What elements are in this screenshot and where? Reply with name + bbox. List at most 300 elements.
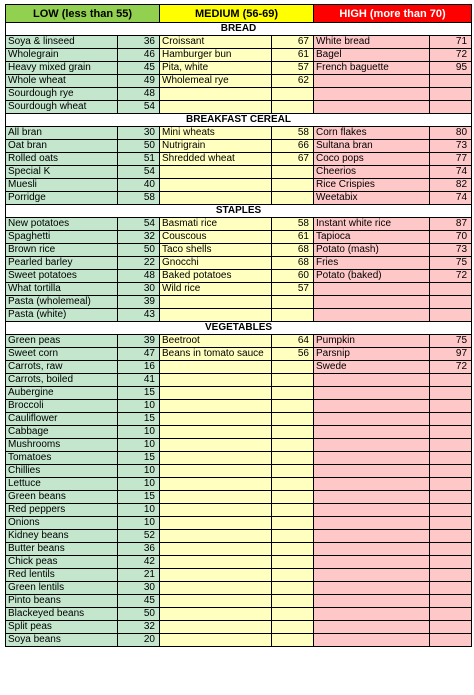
high-gi-value: 80: [430, 127, 472, 140]
high-food-name: [314, 556, 430, 569]
medium-gi-value: 64: [272, 335, 314, 348]
medium-food-name: [160, 530, 272, 543]
medium-gi-value: 67: [272, 36, 314, 49]
table-row: [6, 530, 472, 543]
low-gi-value: 15: [118, 413, 160, 426]
high-food-name: Corn flakes: [314, 127, 430, 140]
high-gi-value: 77: [430, 153, 472, 166]
table-row: [6, 361, 472, 374]
medium-gi-value: 57: [272, 283, 314, 296]
table-row: [6, 75, 472, 88]
medium-food-name: [160, 465, 272, 478]
high-food-name: [314, 491, 430, 504]
table-row: [6, 634, 472, 647]
table-row: [6, 374, 472, 387]
table-row: [6, 439, 472, 452]
section-header-row: [6, 322, 472, 335]
medium-food-name: [160, 595, 272, 608]
high-food-name: [314, 309, 430, 322]
medium-gi-value: 67: [272, 153, 314, 166]
table-row: [6, 283, 472, 296]
high-gi-value: [430, 621, 472, 634]
table-row: [6, 179, 472, 192]
low-food-name: Tomatoes: [6, 452, 118, 465]
table-row: [6, 231, 472, 244]
high-gi-value: [430, 283, 472, 296]
table-row: [6, 192, 472, 205]
section-title: STAPLES: [6, 205, 472, 218]
low-food-name: Green beans: [6, 491, 118, 504]
table-row: [6, 400, 472, 413]
table-row: [6, 452, 472, 465]
low-food-name: Lettuce: [6, 478, 118, 491]
medium-gi-value: [272, 101, 314, 114]
medium-gi-value: [272, 400, 314, 413]
medium-gi-value: 60: [272, 270, 314, 283]
medium-food-name: [160, 439, 272, 452]
section-header-row: [6, 205, 472, 218]
high-gi-value: [430, 88, 472, 101]
medium-food-name: [160, 582, 272, 595]
medium-gi-value: 56: [272, 348, 314, 361]
medium-gi-value: 57: [272, 62, 314, 75]
table-row: [6, 465, 472, 478]
low-food-name: New potatoes: [6, 218, 118, 231]
medium-gi-value: [272, 582, 314, 595]
high-gi-value: [430, 582, 472, 595]
high-food-name: [314, 517, 430, 530]
medium-food-name: [160, 374, 272, 387]
low-gi-value: 50: [118, 244, 160, 257]
low-food-name: Muesli: [6, 179, 118, 192]
medium-gi-value: [272, 166, 314, 179]
medium-gi-value: [272, 491, 314, 504]
high-food-name: Pumpkin: [314, 335, 430, 348]
low-food-name: Whole wheat: [6, 75, 118, 88]
high-food-name: Cheerios: [314, 166, 430, 179]
medium-food-name: Beans in tomato sauce: [160, 348, 272, 361]
table-row: [6, 140, 472, 153]
table-row: [6, 595, 472, 608]
medium-gi-value: [272, 608, 314, 621]
table-row: [6, 556, 472, 569]
medium-gi-value: [272, 634, 314, 647]
high-gi-value: 87: [430, 218, 472, 231]
table-row: [6, 491, 472, 504]
section-header-row: [6, 114, 472, 127]
section-title: BREAKFAST CEREAL: [6, 114, 472, 127]
high-food-name: [314, 621, 430, 634]
high-food-name: French baguette: [314, 62, 430, 75]
low-gi-value: 10: [118, 504, 160, 517]
low-food-name: Soya beans: [6, 634, 118, 647]
low-gi-value: 10: [118, 439, 160, 452]
low-gi-value: 20: [118, 634, 160, 647]
medium-food-name: Nutrigrain: [160, 140, 272, 153]
medium-food-name: [160, 491, 272, 504]
high-gi-value: [430, 556, 472, 569]
high-gi-value: 73: [430, 244, 472, 257]
low-gi-value: 42: [118, 556, 160, 569]
low-food-name: Porridge: [6, 192, 118, 205]
low-gi-value: 54: [118, 218, 160, 231]
low-food-name: Wholegrain: [6, 49, 118, 62]
medium-food-name: Shredded wheat: [160, 153, 272, 166]
low-food-name: Special K: [6, 166, 118, 179]
high-gi-value: [430, 517, 472, 530]
high-gi-value: 72: [430, 361, 472, 374]
low-gi-value: 30: [118, 582, 160, 595]
high-food-name: [314, 413, 430, 426]
low-food-name: Green lentils: [6, 582, 118, 595]
low-food-name: Carrots, raw: [6, 361, 118, 374]
medium-gi-value: [272, 309, 314, 322]
glycemic-index-table: [5, 4, 472, 647]
high-food-name: Sultana bran: [314, 140, 430, 153]
low-food-name: Mushrooms: [6, 439, 118, 452]
medium-gi-value: [272, 621, 314, 634]
high-food-name: [314, 88, 430, 101]
high-food-name: [314, 569, 430, 582]
high-gi-value: [430, 374, 472, 387]
high-food-name: [314, 478, 430, 491]
medium-food-name: [160, 88, 272, 101]
table-row: [6, 426, 472, 439]
high-gi-value: 74: [430, 166, 472, 179]
high-gi-value: [430, 478, 472, 491]
medium-food-name: [160, 478, 272, 491]
medium-food-name: Hamburger bun: [160, 49, 272, 62]
medium-food-name: Croissant: [160, 36, 272, 49]
low-food-name: Sourdough wheat: [6, 101, 118, 114]
high-food-name: [314, 283, 430, 296]
high-food-name: [314, 595, 430, 608]
medium-gi-value: [272, 517, 314, 530]
high-gi-value: [430, 634, 472, 647]
medium-food-name: Mini wheats: [160, 127, 272, 140]
low-food-name: Split peas: [6, 621, 118, 634]
medium-food-name: Pita, white: [160, 62, 272, 75]
low-gi-value: 39: [118, 335, 160, 348]
medium-gi-value: [272, 465, 314, 478]
low-food-name: Brown rice: [6, 244, 118, 257]
high-food-name: [314, 543, 430, 556]
low-food-name: What tortilla: [6, 283, 118, 296]
low-food-name: Blackeyed beans: [6, 608, 118, 621]
table-row: [6, 127, 472, 140]
medium-gi-value: [272, 478, 314, 491]
low-food-name: Chick peas: [6, 556, 118, 569]
medium-food-name: [160, 621, 272, 634]
high-food-name: [314, 387, 430, 400]
medium-gi-value: [272, 530, 314, 543]
table-row: [6, 348, 472, 361]
high-gi-value: 70: [430, 231, 472, 244]
medium-food-name: Taco shells: [160, 244, 272, 257]
low-gi-value: 41: [118, 374, 160, 387]
medium-gi-value: [272, 387, 314, 400]
low-gi-value: 50: [118, 608, 160, 621]
medium-food-name: [160, 556, 272, 569]
low-gi-value: 30: [118, 127, 160, 140]
low-food-name: Butter beans: [6, 543, 118, 556]
table-row: [6, 582, 472, 595]
low-gi-value: 43: [118, 309, 160, 322]
high-gi-value: [430, 595, 472, 608]
medium-food-name: Gnocchi: [160, 257, 272, 270]
high-food-name: Potato (baked): [314, 270, 430, 283]
medium-gi-value: [272, 296, 314, 309]
high-gi-value: [430, 608, 472, 621]
section-title: BREAD: [6, 23, 472, 36]
high-gi-value: [430, 543, 472, 556]
medium-food-name: [160, 192, 272, 205]
low-food-name: Kidney beans: [6, 530, 118, 543]
low-gi-value: 39: [118, 296, 160, 309]
medium-food-name: [160, 166, 272, 179]
table-row: [6, 36, 472, 49]
high-gi-value: 71: [430, 36, 472, 49]
low-gi-value: 10: [118, 426, 160, 439]
medium-gi-value: [272, 192, 314, 205]
table-row: [6, 478, 472, 491]
low-gi-value: 49: [118, 75, 160, 88]
high-food-name: [314, 634, 430, 647]
medium-food-name: [160, 504, 272, 517]
high-gi-value: 97: [430, 348, 472, 361]
high-gi-value: [430, 309, 472, 322]
table-row: [6, 387, 472, 400]
medium-gi-value: [272, 543, 314, 556]
low-gi-value: 10: [118, 478, 160, 491]
medium-gi-value: [272, 179, 314, 192]
low-food-name: All bran: [6, 127, 118, 140]
high-gi-value: 75: [430, 257, 472, 270]
table-row: [6, 608, 472, 621]
low-gi-value: 10: [118, 400, 160, 413]
section-title: VEGETABLES: [6, 322, 472, 335]
high-gi-value: [430, 530, 472, 543]
medium-food-name: Baked potatoes: [160, 270, 272, 283]
medium-food-name: [160, 361, 272, 374]
high-gi-value: 72: [430, 49, 472, 62]
high-food-name: Parsnip: [314, 348, 430, 361]
high-food-name: [314, 439, 430, 452]
low-gi-value: 50: [118, 140, 160, 153]
medium-gi-value: 68: [272, 257, 314, 270]
low-gi-value: 30: [118, 283, 160, 296]
medium-gi-header: MEDIUM (56-69): [160, 5, 314, 23]
table-row: [6, 569, 472, 582]
low-gi-value: 45: [118, 595, 160, 608]
high-gi-value: 73: [430, 140, 472, 153]
low-gi-value: 48: [118, 88, 160, 101]
high-gi-value: [430, 504, 472, 517]
medium-gi-value: 58: [272, 127, 314, 140]
medium-food-name: [160, 413, 272, 426]
high-gi-value: [430, 387, 472, 400]
low-gi-value: 52: [118, 530, 160, 543]
low-food-name: Oat bran: [6, 140, 118, 153]
table-row: [6, 244, 472, 257]
medium-food-name: [160, 179, 272, 192]
high-gi-value: [430, 400, 472, 413]
low-gi-value: 16: [118, 361, 160, 374]
medium-gi-value: [272, 504, 314, 517]
high-food-name: Weetabix: [314, 192, 430, 205]
high-food-name: Bagel: [314, 49, 430, 62]
low-gi-value: 48: [118, 270, 160, 283]
medium-gi-value: 61: [272, 49, 314, 62]
medium-gi-value: 66: [272, 140, 314, 153]
high-food-name: [314, 530, 430, 543]
high-food-name: [314, 465, 430, 478]
high-gi-value: [430, 426, 472, 439]
low-gi-value: 36: [118, 36, 160, 49]
header-row: [6, 5, 472, 23]
medium-food-name: Wild rice: [160, 283, 272, 296]
high-food-name: White bread: [314, 36, 430, 49]
high-food-name: [314, 400, 430, 413]
low-gi-header: LOW (less than 55): [6, 5, 160, 23]
table-body: [6, 5, 472, 647]
low-gi-value: 22: [118, 257, 160, 270]
medium-gi-value: [272, 374, 314, 387]
low-food-name: Onions: [6, 517, 118, 530]
high-gi-value: [430, 452, 472, 465]
low-food-name: Chillies: [6, 465, 118, 478]
low-gi-value: 21: [118, 569, 160, 582]
table-row: [6, 413, 472, 426]
medium-gi-value: 58: [272, 218, 314, 231]
table-row: [6, 88, 472, 101]
high-food-name: Instant white rice: [314, 218, 430, 231]
medium-food-name: [160, 296, 272, 309]
high-food-name: Fries: [314, 257, 430, 270]
medium-food-name: Wholemeal rye: [160, 75, 272, 88]
high-food-name: Potato (mash): [314, 244, 430, 257]
low-gi-value: 54: [118, 166, 160, 179]
low-food-name: Cauliflower: [6, 413, 118, 426]
low-food-name: Green peas: [6, 335, 118, 348]
medium-food-name: [160, 517, 272, 530]
low-food-name: Heavy mixed grain: [6, 62, 118, 75]
high-gi-value: [430, 439, 472, 452]
medium-food-name: [160, 309, 272, 322]
table-row: [6, 543, 472, 556]
table-row: [6, 621, 472, 634]
low-gi-value: 45: [118, 62, 160, 75]
medium-gi-value: 61: [272, 231, 314, 244]
table-row: [6, 517, 472, 530]
high-gi-value: 95: [430, 62, 472, 75]
low-food-name: Soya & linseed: [6, 36, 118, 49]
low-food-name: Aubergine: [6, 387, 118, 400]
medium-food-name: [160, 452, 272, 465]
low-gi-value: 47: [118, 348, 160, 361]
high-food-name: Tapioca: [314, 231, 430, 244]
high-food-name: [314, 426, 430, 439]
medium-food-name: Basmati rice: [160, 218, 272, 231]
low-gi-value: 15: [118, 491, 160, 504]
table-row: [6, 309, 472, 322]
low-food-name: Sourdough rye: [6, 88, 118, 101]
low-gi-value: 58: [118, 192, 160, 205]
high-food-name: Swede: [314, 361, 430, 374]
low-gi-value: 36: [118, 543, 160, 556]
medium-gi-value: 62: [272, 75, 314, 88]
high-food-name: [314, 101, 430, 114]
high-gi-value: 82: [430, 179, 472, 192]
high-food-name: [314, 374, 430, 387]
table-row: [6, 62, 472, 75]
low-food-name: Red lentils: [6, 569, 118, 582]
high-food-name: [314, 75, 430, 88]
high-food-name: [314, 452, 430, 465]
low-gi-value: 51: [118, 153, 160, 166]
medium-gi-value: [272, 556, 314, 569]
high-food-name: Rice Crispies: [314, 179, 430, 192]
high-gi-value: 72: [430, 270, 472, 283]
low-gi-value: 32: [118, 621, 160, 634]
high-food-name: [314, 504, 430, 517]
low-food-name: Broccoli: [6, 400, 118, 413]
low-gi-value: 40: [118, 179, 160, 192]
table-row: [6, 335, 472, 348]
low-gi-value: 54: [118, 101, 160, 114]
table-row: [6, 218, 472, 231]
low-gi-value: 15: [118, 387, 160, 400]
medium-gi-value: [272, 452, 314, 465]
low-gi-value: 46: [118, 49, 160, 62]
high-gi-value: [430, 296, 472, 309]
medium-gi-value: [272, 426, 314, 439]
low-gi-value: 10: [118, 517, 160, 530]
section-header-row: [6, 23, 472, 36]
table-row: [6, 504, 472, 517]
high-food-name: [314, 296, 430, 309]
medium-gi-value: [272, 413, 314, 426]
low-food-name: Sweet corn: [6, 348, 118, 361]
medium-gi-value: [272, 595, 314, 608]
low-food-name: Red peppers: [6, 504, 118, 517]
low-food-name: Pasta (wholemeal): [6, 296, 118, 309]
low-food-name: Rolled oats: [6, 153, 118, 166]
low-gi-value: 15: [118, 452, 160, 465]
table-row: [6, 270, 472, 283]
table-row: [6, 153, 472, 166]
high-gi-value: [430, 465, 472, 478]
low-food-name: Pinto beans: [6, 595, 118, 608]
medium-gi-value: [272, 569, 314, 582]
table-row: [6, 166, 472, 179]
medium-food-name: [160, 608, 272, 621]
low-food-name: Carrots, boiled: [6, 374, 118, 387]
medium-food-name: [160, 634, 272, 647]
high-gi-value: [430, 101, 472, 114]
low-food-name: Sweet potatoes: [6, 270, 118, 283]
low-gi-value: 32: [118, 231, 160, 244]
table-row: [6, 296, 472, 309]
table-row: [6, 101, 472, 114]
high-gi-value: [430, 491, 472, 504]
medium-food-name: Couscous: [160, 231, 272, 244]
high-gi-value: [430, 413, 472, 426]
high-food-name: [314, 608, 430, 621]
low-food-name: Pasta (white): [6, 309, 118, 322]
medium-gi-value: [272, 88, 314, 101]
low-food-name: Cabbage: [6, 426, 118, 439]
